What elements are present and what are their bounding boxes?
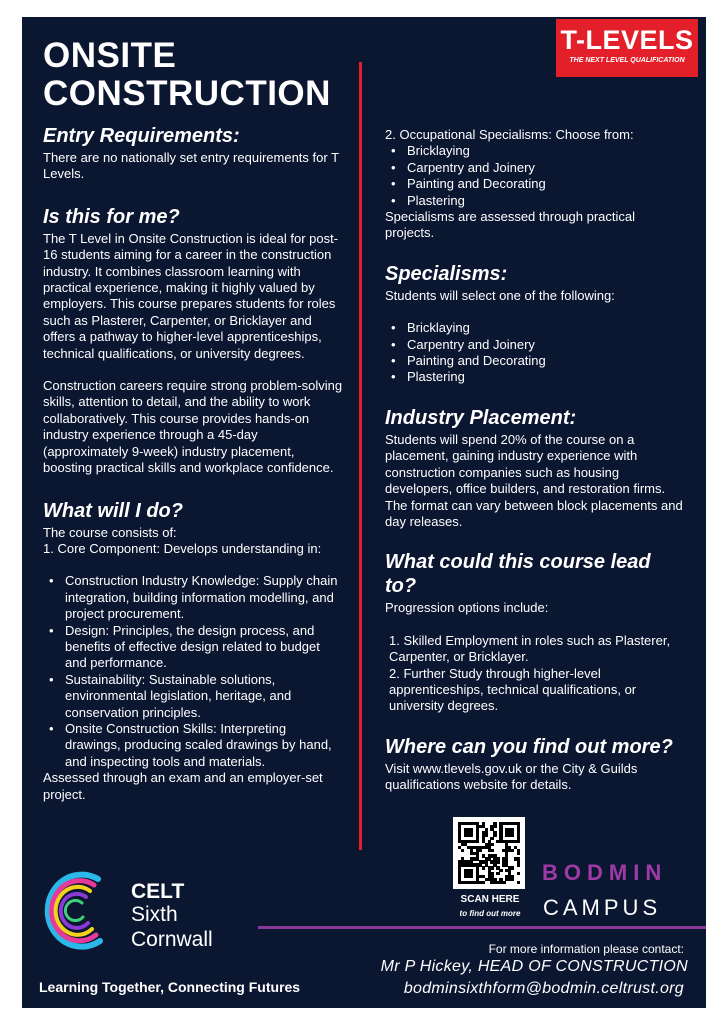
t-levels-logo-word: T-LEVELS [560, 25, 694, 55]
find-out-more-heading: Where can you find out more? [385, 735, 673, 758]
qr-module [479, 849, 482, 852]
list-item: • Plastering [385, 369, 685, 385]
is-this-for-me-para-1: The T Level in Onsite Construction is ideal for post-16 students aiming for a career in the construction industry. It combines classroom learning with practical experience, making it highly valued by employers. This course prepares students for roles such as Plasterer, Carpenter, or Bricklayer and offers a pathway to higher-level apprenticeships, technical qualifications, or university degrees. [43, 230, 339, 361]
entry-requirements-section [43, 124, 343, 183]
list-item: • Bricklaying [385, 143, 685, 159]
qr-module [482, 881, 485, 884]
what-will-i-do-intro-1: The course consists of: [43, 524, 177, 540]
is-this-for-me-para-2: Construction careers require strong problem-solving skills, attention to detail, and the ability to work collaboratively. This course provides hands-on industry experience through a 45-day (approximately 9-week) industry placement, boosting practical skills and workplace confidence. [43, 378, 343, 476]
list-item: • Carpentry and Joinery [385, 337, 685, 353]
qr-module [511, 878, 514, 881]
left-column [43, 124, 343, 803]
celt-logo-line-2: Sixth [131, 903, 178, 926]
campus-name-line-2: CAMPUS [543, 895, 662, 920]
contact-heading: For more information please contact: [488, 942, 684, 956]
occupational-list [385, 143, 685, 209]
celt-logo-line-1: CELT [131, 880, 185, 903]
what-will-i-do-intro-2: 1. Core Component: Develops understanding in: [43, 540, 322, 556]
list-item: • Plastering [385, 193, 685, 209]
lead-to-item-2: 2. Further Study through higher-level apprenticeships, technical qualifications, or university degrees. [389, 665, 637, 714]
find-out-more-section [385, 735, 685, 794]
contact-email[interactable]: bodminsixthform@bodmin.celtrust.org [403, 980, 684, 997]
list-item: • Construction Industry Knowledge: Supply chain integration, building information modelling, and project procurement. [43, 573, 343, 622]
specialisms-section [385, 262, 685, 386]
qr-module [511, 866, 514, 869]
specialisms-heading: Specialisms: [385, 262, 508, 285]
lead-to-intro: Progression options include: [385, 600, 549, 616]
list-item: • Carpentry and Joinery [385, 160, 685, 176]
occupational-specialisms-section [385, 127, 685, 242]
qr-module [476, 840, 479, 843]
qr-module [496, 872, 499, 875]
column-divider [359, 62, 362, 850]
core-component-list [43, 573, 343, 770]
find-out-more-text: Visit www.tlevels.gov.uk or the City & Guilds qualifications website for details. [385, 760, 638, 793]
qr-module [482, 866, 485, 869]
qr-module [517, 881, 520, 884]
qr-module [493, 834, 496, 837]
qr-module [517, 872, 520, 875]
list-item: • Onsite Construction Skills: Interpreting drawings, producing scaled drawings by hand, and inspecting tools and materials. [43, 721, 343, 770]
qr-module [485, 834, 488, 837]
qr-module [470, 834, 473, 837]
qr-module [493, 825, 496, 828]
right-column [385, 127, 685, 794]
qr-module [499, 869, 502, 872]
list-item: • Bricklaying [385, 320, 685, 336]
entry-requirements-heading: Entry Requirements: [43, 125, 240, 147]
qr-code-pattern [458, 822, 520, 884]
celt-sixth-cornwall-logo [36, 865, 246, 965]
specialisms-list [385, 320, 685, 386]
t-levels-logo [556, 19, 698, 77]
industry-placement-heading: Industry Placement: [385, 406, 577, 429]
celt-logo-line-3: Cornwall [131, 928, 213, 951]
scan-here-sublabel: to find out more [459, 909, 521, 918]
qr-module [470, 875, 473, 878]
entry-requirements-text: There are no nationally set entry requirements for T Levels. [43, 150, 339, 182]
qr-module [461, 849, 464, 852]
footer-divider [258, 926, 706, 929]
list-item: • Design: Principles, the design process, and benefits of effective design related to budget and performance. [43, 623, 343, 672]
qr-module [517, 840, 520, 843]
list-item: • Painting and Decorating [385, 176, 685, 192]
scan-here-label: SCAN HERE [460, 894, 520, 905]
t-levels-logo-tagline: THE NEXT LEVEL QUALIFICATION [569, 57, 685, 64]
industry-placement-text: Students will spend 20% of the course on a placement, gaining industry experience with construction companies such as housing developers, office builders, and restoration firms. The format can vary between block placements and day releases. [385, 431, 683, 529]
qr-code[interactable] [453, 817, 525, 889]
qr-module [511, 849, 514, 852]
occupational-outro: Specialisms are assessed through practical projects. [385, 209, 636, 241]
lead-to-heading: What could this course lead to? [385, 551, 651, 598]
qr-module [502, 881, 505, 884]
page-title [43, 37, 363, 113]
what-will-i-do-outro: Assessed through an exam and an employer-set project. [43, 770, 323, 802]
qr-module [517, 863, 520, 866]
title-line-1: ONSITE [43, 36, 177, 75]
title-line-2: CONSTRUCTION [43, 74, 331, 113]
is-this-for-me-heading: Is this for me? [43, 205, 180, 228]
what-will-i-do-section [43, 499, 343, 804]
qr-module [490, 849, 493, 852]
lead-to-section [385, 550, 685, 714]
is-this-for-me-section [43, 205, 343, 477]
lead-to-item-1: 1. Skilled Employment in roles such as Plasterer, Carpenter, or Bricklayer. [389, 632, 671, 665]
qr-module [511, 834, 514, 837]
occupational-intro: 2. Occupational Specialisms: Choose from: [385, 127, 634, 142]
qr-module [496, 860, 499, 863]
campus-name-line-1: BODMIN [542, 860, 668, 885]
list-item: • Sustainability: Sustainable solutions, environmental legislation, heritage, and conservation principles. [43, 672, 343, 721]
specialisms-intro: Students will select one of the following: [385, 287, 615, 303]
poster [22, 17, 706, 1008]
footer-tagline: Learning Together, Connecting Futures [39, 979, 301, 995]
contact-name: Mr P Hickey, HEAD OF CONSTRUCTION [380, 958, 688, 975]
what-will-i-do-heading: What will I do? [43, 499, 183, 522]
celt-c-icon [36, 865, 116, 955]
qr-module [490, 837, 493, 840]
qr-module [490, 843, 493, 846]
qr-module [490, 866, 493, 869]
industry-placement-section [385, 406, 685, 530]
list-item: • Painting and Decorating [385, 353, 685, 369]
qr-module [517, 852, 520, 855]
